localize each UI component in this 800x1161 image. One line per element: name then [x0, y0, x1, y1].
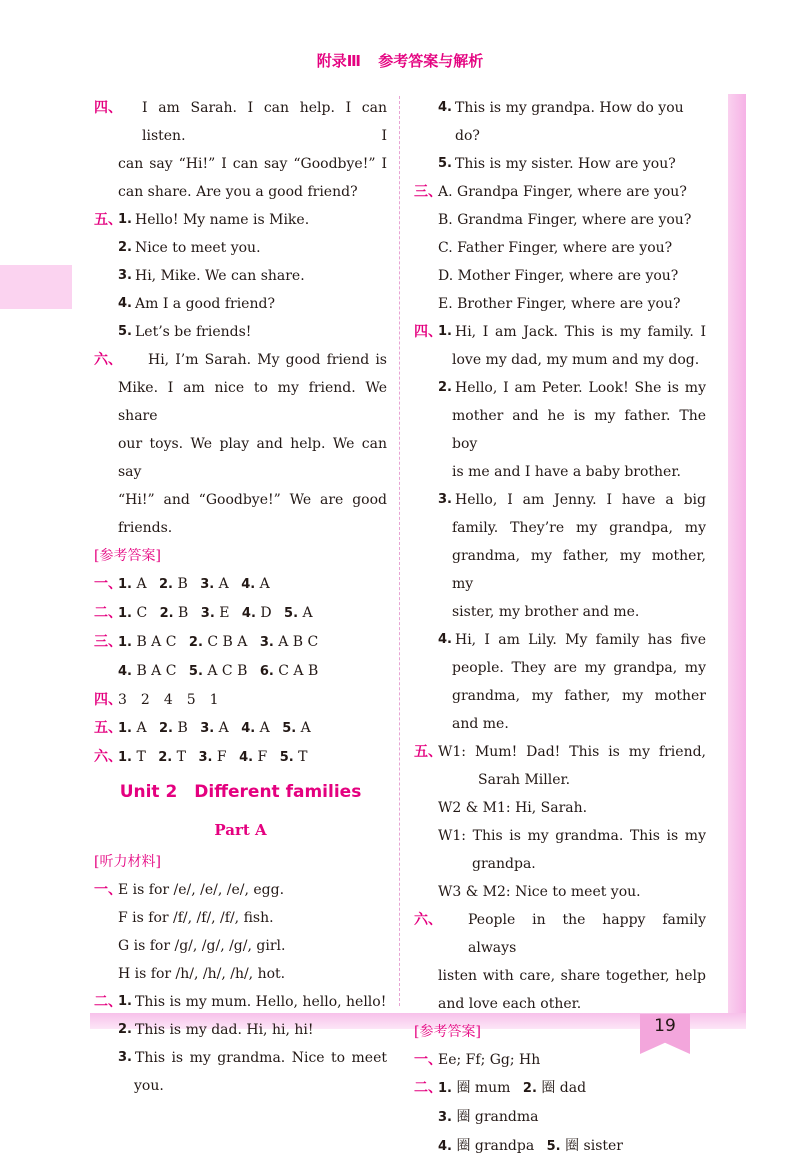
right-column: 4. This is my grandpa. How do you do? 5. This is my sister. How are you? 三、 A. Grandpa Finger, where are you? B. Grandma Finger, where are you? C. Father Finger, where are you? D. Mother Finger, where are you? E. Brother Finger, where are you? 四、 1. Hi, I am Jack. This is my family. I love my dad, my mum and my dog. 2. Hello, I am Peter. Look! She is my mother and he is my father. The boy is me and I have a baby brother. 3. Hello, I am Jenny. I have a big family. They’re my grandpa, my grandma, my father, my mother, my sister, my brother and me. 4. Hi, I am Lily. My family has five people. They are my grandpa, my grandma, my father, my mother and me. 五、 W1: Mum! Dad! This is my friend, Sarah Miller. W2 & M1: Hi, Sarah. W1: This is my grandma. This is my grandpa. W3 & M2: Nice to meet you. 六、 People in the happy family always listen with care, share together, help and love each other. [参考答案] 一、 Ee; Ff; Gg; Hh 二、 1. 圈 mum 2. 圈 dad 3. 圈 grandma 4. 圈 grandpa 5. 圈 sister	[414, 94, 706, 1161]
text-line: B. Grandma Finger, where are you?	[438, 212, 692, 228]
page-header	[0, 50, 800, 71]
text-line: our toys. We play and help. We can say	[118, 436, 387, 480]
text-line: listen with care, share together, help	[438, 968, 706, 984]
section-marker: 四、	[414, 324, 442, 340]
answers-tag: [参考答案]	[414, 1024, 481, 1040]
text-line: is me and I have a baby brother.	[452, 464, 681, 480]
text-line: grandma, my father, my mother	[452, 688, 706, 704]
answer-row: 4. B A C 5. A C B 6. C A B	[118, 663, 319, 679]
section-marker: 三、	[414, 184, 442, 200]
text-line: Hello, I am Jenny. I have a big	[454, 492, 706, 508]
answers-tag: [参考答案]	[94, 548, 161, 564]
text-line: you.	[134, 1078, 164, 1094]
answer-row: 五、 1. A 2. B 3. A 4. A 5. A	[94, 720, 311, 736]
text-line: Hi, I am Jack. This is my family. I	[454, 324, 706, 340]
section-marker: 一、	[94, 882, 122, 898]
text-line: can share. Are you a good friend?	[118, 184, 358, 200]
text-line: F is for /f/, /f/, /f/, fish.	[118, 910, 274, 926]
answer-row: 一、 Ee; Ff; Gg; Hh	[414, 1052, 541, 1068]
page-shadow-right	[728, 94, 746, 1014]
text-line: W1: Mum! Dad! This is my friend,	[438, 744, 706, 760]
text-line: Hi, I’m Sarah. My good friend is	[148, 352, 387, 368]
text-line: E is for /e/, /e/, /e/, egg.	[118, 882, 285, 898]
answer-row: 4. 圈 grandpa 5. 圈 sister	[438, 1138, 623, 1154]
text-line: grandma, my father, my mother, my	[452, 548, 706, 592]
text-line: and me.	[452, 716, 509, 732]
answer-row: 一、 1. A 2. B 3. A 4. A	[94, 576, 270, 592]
section-marker: 五、	[94, 212, 122, 228]
answer-row: 六、 1. T 2. T 3. F 4. F 5. T	[94, 749, 308, 765]
text-line: G is for /g/, /g/, /g/, girl.	[118, 938, 286, 954]
header-title: 参考答案与解析	[378, 52, 484, 70]
text-line: love my dad, my mum and my dog.	[452, 352, 700, 368]
text-line: can say “Hi!” I can say “Goodbye!” I	[118, 156, 387, 172]
answer-row: 三、 1. B A C 2. C B A 3. A B C	[94, 634, 319, 650]
side-tab-decoration	[0, 265, 72, 309]
text-line: Nice to meet you.	[134, 240, 261, 256]
text-line: This is my mum. Hello, hello, hello!	[134, 994, 387, 1010]
appendix-label: 附录Ⅲ	[316, 52, 361, 70]
text-line: I am Sarah. I can help. I can listen. I	[142, 100, 387, 144]
text-line: A. Grandpa Finger, where are you?	[438, 184, 687, 200]
section-marker: 五、	[414, 744, 442, 760]
text-line: Hi, I am Lily. My family has five	[454, 632, 706, 648]
text-line: sister, my brother and me.	[452, 604, 640, 620]
unit-title: Unit 2 Different families	[119, 782, 362, 802]
text-line: Sarah Miller.	[478, 772, 571, 788]
text-line: and love each other.	[438, 996, 582, 1012]
text-line: Hi, Mike. We can share.	[134, 268, 305, 284]
text-line: H is for /h/, /h/, /h/, hot.	[118, 966, 286, 982]
page-number: 19	[654, 1016, 676, 1036]
text-line: “Hi!” and “Goodbye!” We are good	[118, 492, 387, 508]
listening-tag: [听力材料]	[94, 854, 161, 870]
text-line: friends.	[118, 520, 173, 536]
text-line: people. They are my grandpa, my	[452, 660, 706, 676]
text-line: E. Brother Finger, where are you?	[438, 296, 681, 312]
section-marker: 四、	[94, 100, 122, 116]
part-title: Part A	[214, 821, 267, 839]
text-line: W1: This is my grandma. This is my	[438, 828, 706, 844]
text-line: W3 & M2: Nice to meet you.	[438, 884, 641, 900]
answer-row: 二、 1. C 2. B 3. E 4. D 5. A	[94, 605, 313, 621]
text-line: family. They’re my grandpa, my	[452, 520, 706, 536]
left-column: 四、 I am Sarah. I can help. I can listen. I can say “Hi!” I can say “Goodbye!” I can share. Are you a good friend? 五、 1. Hello! My name is Mike. 2. Nice to meet you. 3. Hi, Mike. We can share. 4. Am I a good friend? 5. Let’s be friends! 六、 Hi, I’m Sarah. My good friend is Mike. I am nice to my friend. We share our toys. We play and help. We can say “Hi!” and “Goodbye!” We are good friends. [参考答案] 一、 1. A 2. B 3. A 4. A 二、 1. C 2. B 3. E 4. D 5. A 三、 1. B A C 2. C B A 3. A B C 4. B A C 5. A C B 6. C A B 四、 3 2 4 5 1 五、 1. A 2. B 3. A 4. A 5. A 六、 1. T 2. T 3. F 4. F 5. T Unit 2 Different families Part A [听力材料] 一、 E is for /e/, /e/, /e/, egg. F is for /f/, /f/, /f/, fish. G is for /g/, /g/, /g/, girl. H is for /h/, /h/, /h/, hot. 二、 1. This is my mum. Hello, hello, hello! 2. This is my dad. Hi, hi, hi! 3. This is my grandma. Nice to meet you.	[94, 94, 387, 1100]
section-marker: 六、	[94, 352, 122, 368]
text-line: People in the happy family always	[468, 912, 706, 956]
text-line: D. Mother Finger, where are you?	[438, 268, 679, 284]
text-line: W2 & M1: Hi, Sarah.	[438, 800, 588, 816]
text-line: This is my grandpa. How do you do?	[454, 100, 684, 144]
text-line: This is my dad. Hi, hi, hi!	[134, 1022, 314, 1038]
text-line: Hello, I am Peter. Look! She is my	[454, 380, 706, 396]
text-line: Am I a good friend?	[134, 296, 275, 312]
column-divider	[399, 96, 400, 1006]
section-marker: 二、	[94, 994, 122, 1010]
answer-row: 二、 1. 圈 mum 2. 圈 dad 3. 圈 grandma	[414, 1080, 587, 1125]
text-line: This is my grandma. Nice to meet	[134, 1050, 387, 1066]
text-line: C. Father Finger, where are you?	[438, 240, 673, 256]
text-line: grandpa.	[472, 856, 536, 872]
text-line: Let’s be friends!	[134, 324, 252, 340]
text-line: Hello! My name is Mike.	[134, 212, 310, 228]
answer-row: 四、 3 2 4 5 1	[94, 692, 219, 708]
text-line: This is my sister. How are you?	[454, 156, 676, 172]
section-marker: 六、	[414, 912, 442, 928]
text-line: Mike. I am nice to my friend. We share	[118, 380, 387, 424]
text-line: mother and he is my father. The boy	[452, 408, 706, 452]
left-s4-row	[94, 94, 387, 150]
